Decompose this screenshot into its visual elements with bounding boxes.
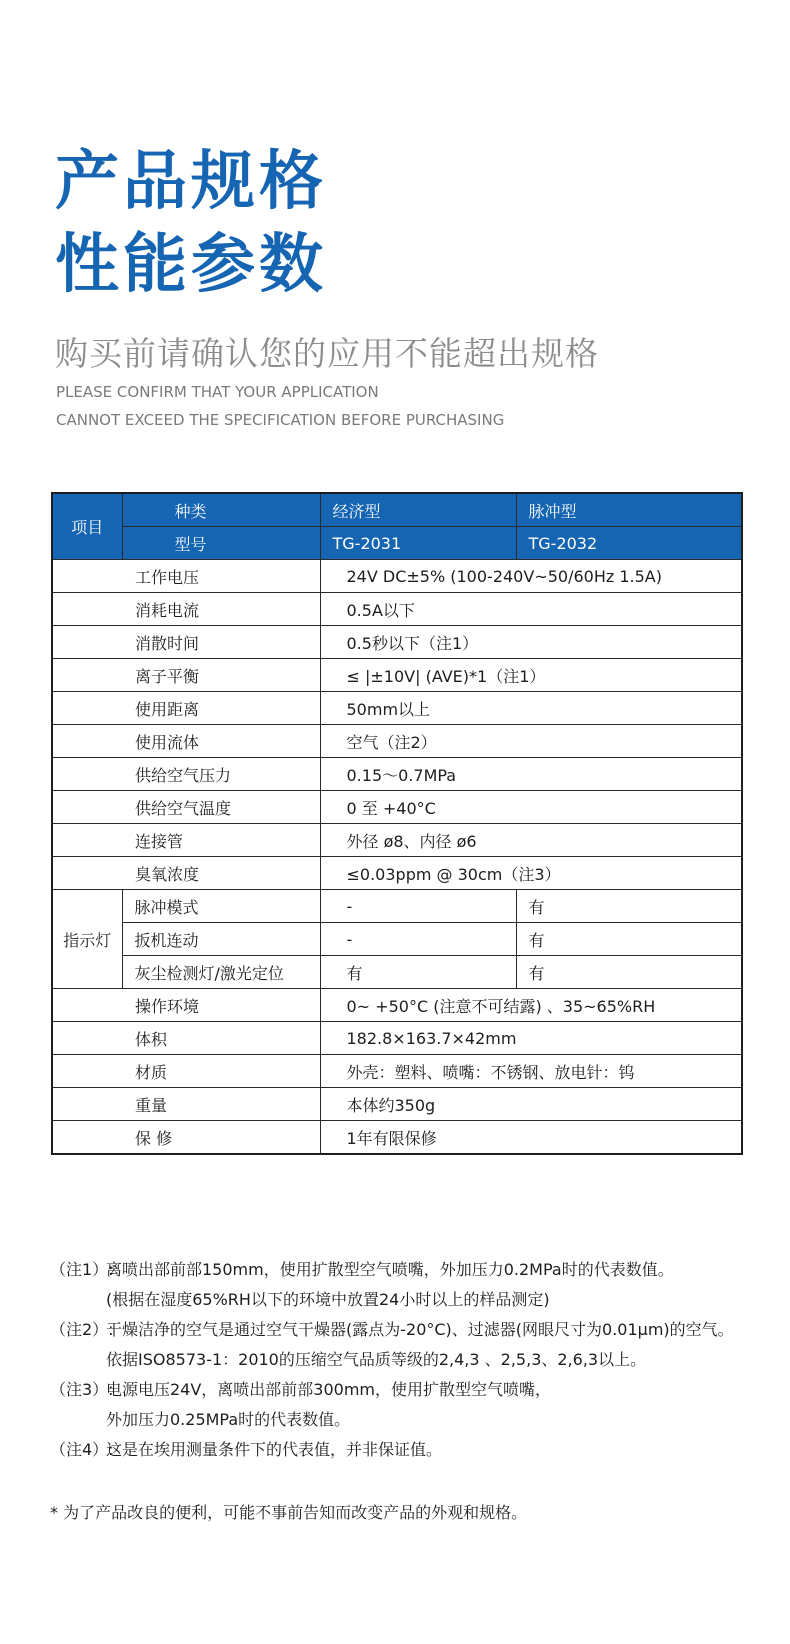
param-name: 供给空气压力 [52,758,320,791]
footnote: * 为了产品改良的便利，可能不事前告知而改变产品的外观和规格。 [50,1503,528,1522]
table-row [52,956,742,989]
param-name: 消耗电流 [52,593,320,626]
param-name: 保 修 [52,1121,320,1155]
indicator-pulse: 有 [516,923,742,956]
table-row [52,1022,742,1055]
indicator-name: 脉冲模式 [122,890,320,923]
table-row [52,725,742,758]
param-name: 臭氧浓度 [52,857,320,890]
note-text: 干燥洁净的空气是通过空气干燥器(露点为-20°C)、过滤器(网眼尺寸为0.01μm)的空气。 [106,1320,734,1339]
page-title-line2: 性能参数 [55,228,327,302]
subtitle-en-line2: CANNOT EXCEED THE SPECIFICATION BEFORE PURCHASING [56,411,505,429]
param-name: 操作环境 [52,989,320,1022]
table-row [52,1121,742,1155]
param-name: 使用流体 [52,725,320,758]
note-text: 离喷出部前部150mm，使用扩散型空气喷嘴，外加压力0.2MPa时的代表数值。 [106,1260,674,1279]
param-value: 本体约350g [320,1088,742,1121]
spec-table [51,492,743,1155]
table-row [52,1088,742,1121]
table-row [52,791,742,824]
table-row [52,560,742,593]
indicator-group-label: 指示灯 [52,890,122,989]
param-value: 50mm以上 [320,692,742,725]
table-row [52,659,742,692]
param-value: 182.8×163.7×42mm [320,1022,742,1055]
header-model-label: 型号 [122,527,320,560]
header-item: 项目 [52,493,122,560]
indicator-pulse: 有 [516,956,742,989]
param-name: 连接管 [52,824,320,857]
table-header-row [52,493,742,527]
param-name: 使用距离 [52,692,320,725]
indicator-economy: 有 [320,956,516,989]
indicator-name: 扳机连动 [122,923,320,956]
param-value: ≤0.03ppm @ 30cm（注3） [320,857,742,890]
param-name: 材质 [52,1055,320,1088]
note-text: 电源电压24V，离喷出部前部300mm，使用扩散型空气喷嘴， [106,1380,552,1399]
param-value: 0 至 +40°C [320,791,742,824]
table-row [52,989,742,1022]
param-value: 外壳：塑料、喷嘴：不锈钢、放电针：钨 [320,1055,742,1088]
param-value: 1年有限保修 [320,1121,742,1155]
indicator-pulse: 有 [516,890,742,923]
note-text: 这是在埃用测量条件下的代表值，并非保证值。 [106,1440,443,1459]
indicator-economy: - [320,923,516,956]
param-name: 工作电压 [52,560,320,593]
param-value: 外径 ø8、内径 ø6 [320,824,742,857]
param-value: 24V DC±5% (100-240V~50/60Hz 1.5A) [320,560,742,593]
note-tag: （注4）: [50,1440,114,1459]
note-text: 依据ISO8573-1：2010的压缩空气品质等级的2,4,3 、2,5,3、2,6,3以上。 [106,1350,647,1369]
note-tag: （注1）: [50,1260,114,1279]
table-row [52,758,742,791]
note-tag: （注2）: [50,1320,114,1339]
note-text: 外加压力0.25MPa时的代表数值。 [106,1410,351,1429]
param-name: 离子平衡 [52,659,320,692]
param-name: 重量 [52,1088,320,1121]
subtitle-en-line1: PLEASE CONFIRM THAT YOUR APPLICATION [56,383,379,401]
indicator-economy: - [320,890,516,923]
param-name: 供给空气温度 [52,791,320,824]
param-value: 0.5秒以下（注1） [320,626,742,659]
header-pulse: 脉冲型 [516,493,742,527]
table-row [52,824,742,857]
table-header-row [52,527,742,560]
param-name: 消散时间 [52,626,320,659]
param-value: 0.5A以下 [320,593,742,626]
table-row [52,626,742,659]
table-row [52,692,742,725]
param-value: ≤ |±10V| (AVE)*1（注1） [320,659,742,692]
param-value: 空气（注2） [320,725,742,758]
table-row [52,1055,742,1088]
param-value: 0.15～0.7MPa [320,758,742,791]
param-name: 体积 [52,1022,320,1055]
note-tag: （注3）: [50,1380,114,1399]
indicator-name: 灰尘检测灯/激光定位 [122,956,320,989]
page-title-line1: 产品规格 [55,145,327,219]
header-economy-model: TG-2031 [320,527,516,560]
header-economy: 经济型 [320,493,516,527]
header-category-label: 种类 [122,493,320,527]
param-value: 0~ +50°C (注意不可结露) 、35~65%RH [320,989,742,1022]
note-text: (根据在湿度65%RH以下的环境中放置24小时以上的样品测定) [106,1290,550,1309]
subtitle-cn: 购买前请确认您的应用不能超出规格 [55,334,599,373]
table-row [52,857,742,890]
table-row [52,923,742,956]
table-row [52,593,742,626]
table-row [52,890,742,923]
header-pulse-model: TG-2032 [516,527,742,560]
